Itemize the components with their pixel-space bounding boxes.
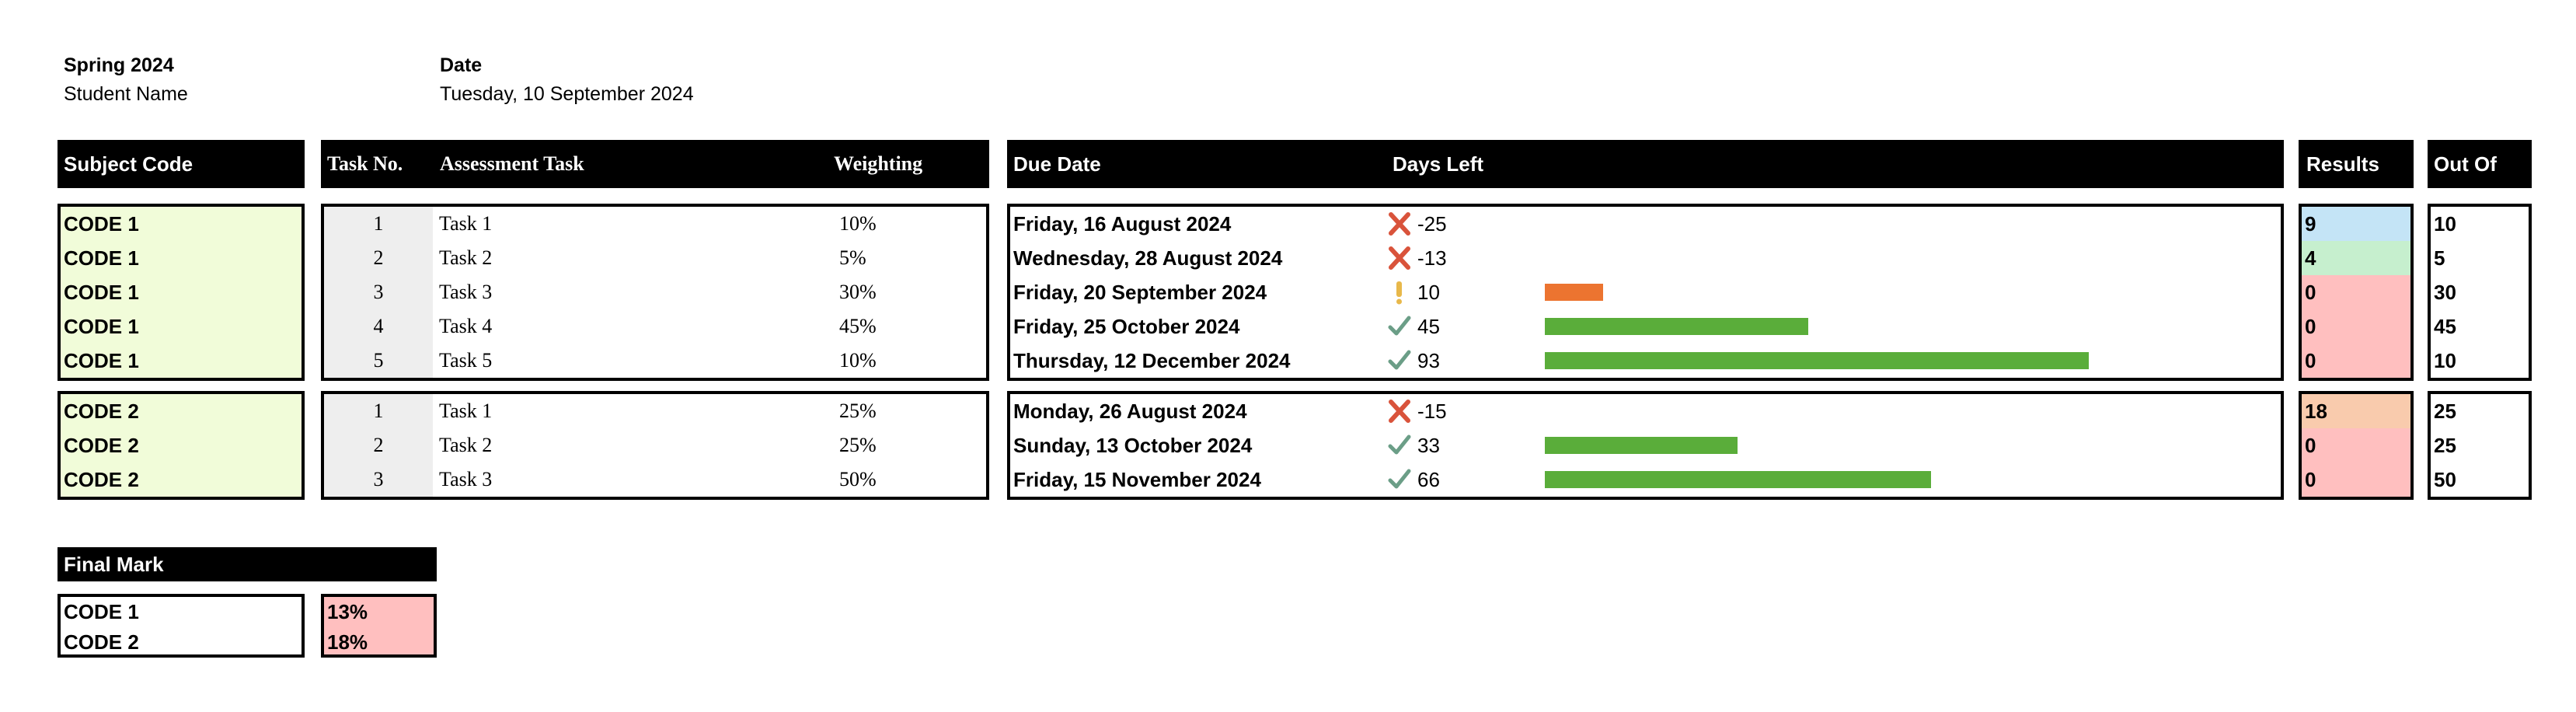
out-of-header: Out Of <box>2428 140 2532 188</box>
days-left-value: 93 <box>1417 349 1440 372</box>
days-left-value: -13 <box>1417 246 1447 270</box>
due-row <box>1010 462 2281 497</box>
task-box <box>321 204 989 381</box>
task-row <box>324 309 986 344</box>
due-date: Sunday, 13 October 2024 <box>1013 434 1253 457</box>
check-icon <box>1386 428 1413 462</box>
results-box <box>2299 204 2414 381</box>
subject-code-box <box>58 391 305 500</box>
results-header: Results <box>2299 140 2414 188</box>
cross-icon <box>1386 207 1413 241</box>
days-left-value: 33 <box>1417 434 1440 457</box>
due-box <box>1007 204 2284 381</box>
task-weighting: 25% <box>839 434 877 456</box>
weighting-header: Weighting <box>834 152 923 175</box>
results-box <box>2299 391 2414 500</box>
task-row <box>324 428 986 462</box>
task-number: 3 <box>324 275 433 309</box>
days-left-value: -25 <box>1417 212 1447 236</box>
final-mark-header: Final Mark <box>58 547 437 581</box>
due-date: Friday, 15 November 2024 <box>1013 468 1261 491</box>
out-of-cell: 50 <box>2434 468 2456 491</box>
subject-code-box <box>58 204 305 381</box>
result-cell[interactable]: 0 <box>2302 275 2410 309</box>
final-code-1: CODE 1 <box>64 600 139 623</box>
due-row <box>1010 394 2281 428</box>
subject-code-cell: CODE 1 <box>61 275 302 309</box>
task-box <box>321 391 989 500</box>
result-cell[interactable]: 9 <box>2302 207 2410 241</box>
out-of-cell: 10 <box>2434 349 2456 372</box>
due-row <box>1010 344 2281 378</box>
task-name: Task 2 <box>439 434 493 456</box>
due-row <box>1010 309 2281 344</box>
subject-code-header: Subject Code <box>58 140 305 188</box>
result-cell[interactable]: 0 <box>2302 462 2410 497</box>
task-weighting: 10% <box>839 349 877 372</box>
task-row <box>324 394 986 428</box>
task-number: 1 <box>324 207 433 241</box>
out-of-cell: 30 <box>2434 281 2456 304</box>
due-row <box>1010 428 2281 462</box>
out-of-cell: 5 <box>2434 246 2445 270</box>
days-left-value: 66 <box>1417 468 1440 491</box>
out-of-cell: 25 <box>2434 434 2456 457</box>
due-date-header: Due Date <box>1013 152 1101 176</box>
date-value: Tuesday, 10 September 2024 <box>440 83 694 105</box>
task-number: 2 <box>324 428 433 462</box>
due-date: Friday, 20 September 2024 <box>1013 281 1267 304</box>
due-row <box>1010 207 2281 241</box>
task-number: 2 <box>324 241 433 275</box>
task-name: Task 1 <box>439 400 493 422</box>
subject-code-cell: CODE 2 <box>61 428 302 462</box>
due-row <box>1010 275 2281 309</box>
days-left-bar <box>1545 352 2089 369</box>
cross-icon <box>1386 394 1413 428</box>
task-weighting: 10% <box>839 212 877 235</box>
subject-code-cell: CODE 1 <box>61 309 302 344</box>
final-codes-box <box>58 594 305 658</box>
due-date: Monday, 26 August 2024 <box>1013 400 1247 423</box>
task-no-header: Task No. <box>327 152 403 175</box>
result-cell[interactable]: 18 <box>2302 394 2410 428</box>
days-left-bar <box>1545 318 1808 335</box>
task-name: Task 3 <box>439 281 493 303</box>
days-left-value: 10 <box>1417 281 1440 304</box>
due-box <box>1007 391 2284 500</box>
result-cell[interactable]: 4 <box>2302 241 2410 275</box>
task-row <box>324 344 986 378</box>
warning-icon <box>1386 275 1413 309</box>
subject-code-cell: CODE 2 <box>61 462 302 497</box>
days-left-bar <box>1545 437 1738 454</box>
date-label: Date <box>440 54 483 76</box>
task-name: Task 1 <box>439 212 493 235</box>
task-weighting: 30% <box>839 281 877 303</box>
out-of-cell: 10 <box>2434 212 2456 236</box>
due-row <box>1010 241 2281 275</box>
task-name: Task 2 <box>439 246 493 269</box>
task-row <box>324 241 986 275</box>
due-date: Thursday, 12 December 2024 <box>1013 349 1291 372</box>
final-mark-2: 18% <box>327 630 368 654</box>
task-weighting: 5% <box>839 246 866 269</box>
out-of-cell: 25 <box>2434 400 2456 423</box>
task-name: Task 4 <box>439 315 493 337</box>
days-left-value: 45 <box>1417 315 1440 338</box>
term-label: Spring 2024 <box>64 54 174 76</box>
due-date: Friday, 25 October 2024 <box>1013 315 1240 338</box>
check-icon <box>1386 309 1413 344</box>
cross-icon <box>1386 241 1413 275</box>
out-of-box <box>2428 204 2532 381</box>
task-header <box>321 140 989 188</box>
due-date: Friday, 16 August 2024 <box>1013 212 1232 236</box>
days-left-value: -15 <box>1417 400 1447 423</box>
days-left-bar <box>1545 471 1931 488</box>
task-name: Task 3 <box>439 468 493 490</box>
check-icon <box>1386 462 1413 497</box>
out-of-cell: 45 <box>2434 315 2456 338</box>
task-number: 4 <box>324 309 433 344</box>
final-mark-1: 13% <box>327 600 368 623</box>
out-of-box <box>2428 391 2532 500</box>
task-row <box>324 275 986 309</box>
task-row <box>324 207 986 241</box>
task-row <box>324 462 986 497</box>
subject-code-cell: CODE 2 <box>61 394 302 428</box>
task-number: 3 <box>324 462 433 497</box>
result-cell[interactable]: 0 <box>2302 344 2410 378</box>
days-left-header: Days Left <box>1393 152 1484 176</box>
check-icon <box>1386 344 1413 378</box>
student-name-label: Student Name <box>64 83 188 105</box>
result-cell[interactable]: 0 <box>2302 309 2410 344</box>
subject-code-cell: CODE 1 <box>61 344 302 378</box>
subject-code-cell: CODE 1 <box>61 241 302 275</box>
result-cell[interactable]: 0 <box>2302 428 2410 462</box>
task-number: 5 <box>324 344 433 378</box>
final-marks-box <box>321 594 437 658</box>
task-weighting: 25% <box>839 400 877 422</box>
task-weighting: 45% <box>839 315 877 337</box>
due-date: Wednesday, 28 August 2024 <box>1013 246 1283 270</box>
days-left-bar <box>1545 284 1603 301</box>
subject-code-cell: CODE 1 <box>61 207 302 241</box>
task-name: Task 5 <box>439 349 493 372</box>
assessment-task-header: Assessment Task <box>440 152 584 175</box>
due-header <box>1007 140 2284 188</box>
final-code-2: CODE 2 <box>64 630 139 654</box>
task-number: 1 <box>324 394 433 428</box>
task-weighting: 50% <box>839 468 877 490</box>
